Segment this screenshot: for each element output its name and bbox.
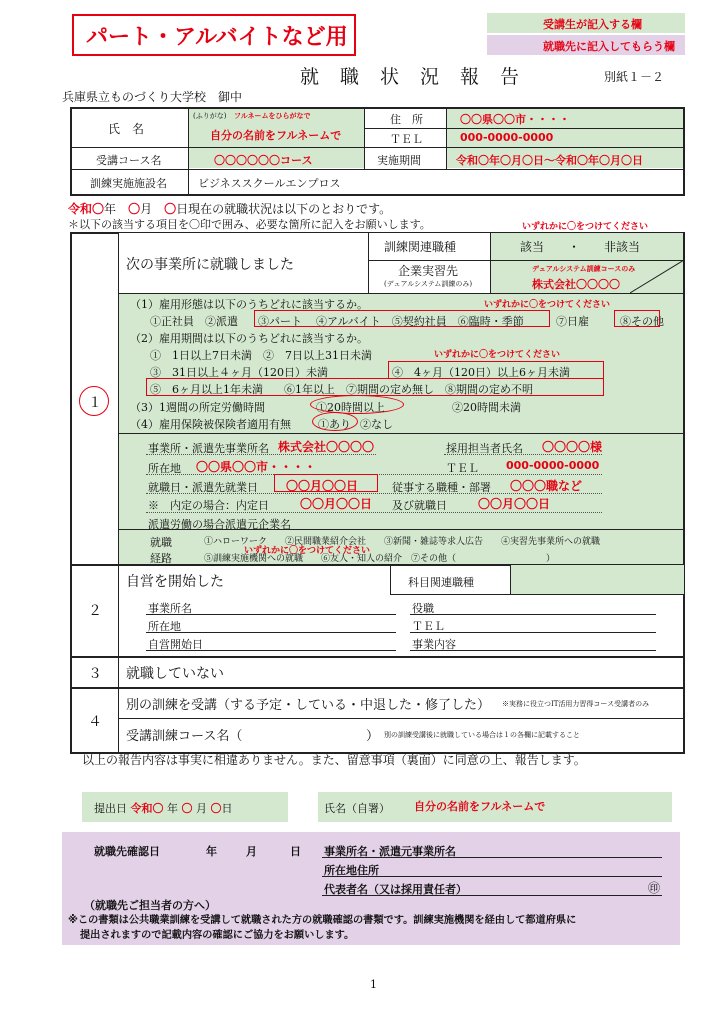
section1-title: 次の事業所に就職しました: [126, 257, 294, 273]
intern-note: デュアルシステム訓練コースのみ: [532, 265, 636, 273]
route-options-2: ⑤訓練実施機関への就職 ⑥友人・知人の紹介 ⑦その他（ ）: [204, 554, 556, 564]
section2-number: ２: [88, 603, 102, 619]
employer-rep: 代表者名（又は採用責任者）: [324, 883, 467, 896]
employer-day: 日: [290, 845, 301, 858]
info-col-rule-1: [188, 108, 189, 195]
intern-label: 企業実習先: [398, 264, 459, 278]
employer-contact: （就職先ご担当者の方へ）: [84, 899, 216, 912]
employer-year: 年: [206, 845, 217, 858]
employer-company: 事業所名・派遣元事業所名: [324, 845, 456, 858]
q2-highlight-b: [146, 378, 604, 396]
q2-row3b: ⑥1年以上 ⑦期間の定め無し ⑧期間の定め不明: [284, 383, 533, 396]
related-choose-note: いずれかに〇をつけてください: [522, 222, 649, 232]
q2-note: いずれかに〇をつけてください: [434, 350, 561, 360]
submit-era: 令和: [130, 802, 153, 815]
submit-month-mark: 〇: [181, 802, 193, 815]
name-value: 自分の名前をフルネームで: [210, 129, 342, 142]
q2-row1: ① 1日以上7日未満 ② 7日以上31日未満: [150, 349, 372, 362]
q2-label: （2）雇用期間は以下のうちどれに該当するか。: [130, 332, 368, 345]
q1-option-daily: ⑦日雇: [556, 315, 589, 328]
q3-label: （3）1週間の所定労働時間: [130, 401, 265, 414]
date-month: 月: [140, 202, 153, 216]
q1-note: いずれかに〇をつけてください: [484, 300, 611, 310]
section2-rule-5: [146, 614, 396, 615]
intern-value: 株式会社〇〇〇〇: [532, 278, 620, 291]
section2-location: 所在地: [148, 620, 181, 633]
recruiter-value: 〇〇〇〇様: [542, 440, 603, 454]
company-label: 事業所・派遣先事業所名: [148, 442, 269, 455]
period-value: 令和〇年〇月〇日～令和〇年〇月〇日: [456, 154, 643, 167]
q2-row3a: ⑤ 6ヶ月以上1年未満: [150, 383, 263, 396]
q1-options-a: ①正社員 ②派遣: [150, 315, 238, 328]
q1-option-other: ⑧その他: [620, 315, 664, 328]
page-title: 就 職 状 況 報 告: [300, 66, 521, 88]
section2-rule-7: [146, 632, 396, 633]
section1-rule-10: [146, 512, 602, 513]
employer-rule-3: [322, 895, 662, 896]
legend-employer-label: 就職先に記入してもらう欄: [543, 40, 675, 53]
address-value: 〇〇県〇〇市・・・・: [460, 113, 570, 126]
section4-course-label: 受講訓練コース名（: [126, 729, 243, 744]
section4-rule-1: [71, 687, 684, 689]
employer-title: 就職先確認日: [94, 845, 160, 858]
q4-label: （4）雇用保険被保険者適用有無: [130, 418, 291, 431]
submit-year-mark: 〇: [152, 802, 164, 815]
section1-rule-5: [119, 433, 684, 434]
period-label: 実施期間: [377, 154, 421, 167]
q1-highlight: [254, 310, 550, 327]
section2-tel: ＴＥＬ: [412, 620, 445, 633]
section2-rule-3: [510, 565, 511, 595]
section4-course-note: 別の訓練受講後に就職している場合は１の各欄に記載すること: [384, 731, 580, 739]
submit-day: 日: [221, 802, 233, 815]
section4-rule-2: [119, 718, 684, 719]
date-day-mark: 〇: [164, 202, 177, 216]
signature-label: 氏名（自署）: [324, 802, 390, 815]
q2-row2a: ③ 31日以上４ヶ月（120日）未満: [150, 366, 328, 379]
date-month-mark: 〇: [128, 202, 141, 216]
route-label-2: 経路: [150, 552, 172, 565]
job-value: 〇〇〇職など: [510, 479, 583, 493]
q1-option-part: ③パート: [258, 315, 302, 328]
furigana-label: (ふりがな): [193, 112, 227, 120]
section1-rule-3: [368, 233, 369, 293]
section4-number: ４: [88, 714, 102, 730]
start-date-box: [274, 474, 378, 492]
section1-number: １: [88, 395, 102, 411]
info-col-rule-2: [364, 108, 365, 169]
intern-slash: [630, 260, 684, 293]
company-tel-value: 000-0000-0000: [506, 459, 600, 472]
confirmation-text: [82, 752, 672, 769]
course-value: 〇〇〇〇〇〇コース: [214, 154, 313, 167]
dispatch-label: 派遣労働の場合派遣元企業名: [148, 518, 291, 531]
date-line-text: 日現在の就職状況は以下のとおりです。: [176, 202, 392, 216]
addressee: 兵庫県立ものづくり大学校 御中: [62, 90, 243, 104]
q4-option-a: ①あり: [318, 418, 351, 431]
tel-label: ＴＥＬ: [390, 133, 423, 146]
submit-label: 提出日: [94, 802, 127, 815]
related-label: 訓練関連職種: [384, 240, 457, 254]
route-label-1: 就職: [150, 536, 172, 549]
q1-label: （1）雇用形態は以下のうちどれに該当するか。: [130, 298, 368, 311]
q3-circle: [310, 395, 404, 414]
employer-month: 月: [246, 845, 257, 858]
employer-rule-1: [322, 857, 662, 858]
info-row-rule-3: [71, 169, 684, 170]
furigana-note: フルネームをひらがなで: [234, 112, 311, 120]
date-line: [68, 200, 391, 217]
q2-row2b: ④ 4ヶ月（120日）以上6ヶ月未満: [392, 366, 570, 379]
date-year: 年: [104, 202, 117, 216]
route-note: いずれかに〇をつけてください: [244, 546, 371, 556]
submit-month: 月: [196, 802, 207, 815]
section2-rule-4: [390, 594, 684, 595]
employer-notice-2: 提出されますので記載内容の確認にご協力をお願いします。: [80, 930, 355, 941]
route-options-1: ①ハローワーク ②民間職業紹介会社 ③新聞・雑誌等求人広告 ④実習先事業所への就職: [204, 537, 601, 547]
employer-rule-2: [322, 876, 662, 877]
section2-rule-8: [410, 632, 656, 633]
section1-rule-2: [119, 293, 684, 294]
section2-rule-10: [410, 650, 656, 651]
section4-title-note: ※実務に役立つIT活用力習得コース受講者のみ: [502, 700, 650, 708]
section2-related-cell: [510, 565, 684, 594]
section2-rule-6: [410, 614, 656, 615]
start-date-label: 就職日・派遣先就業日: [148, 481, 258, 494]
instruction: ＊以下の該当する項目を〇印で囲み、必要な箇所に記入をお願いします。: [68, 218, 431, 231]
form-number: 別紙１－２: [604, 70, 665, 84]
naitei-value: 〇〇月〇〇日: [300, 497, 373, 511]
section2-rule-2: [390, 565, 391, 595]
company-value: 株式会社〇〇〇〇: [278, 440, 375, 454]
tel-value: 000-0000-0000: [460, 131, 554, 144]
signature-value: 自分の名前をフルネームで: [414, 800, 546, 813]
naitei-start-label: 及び就職日: [392, 499, 447, 512]
section4-course-close: ）: [366, 729, 380, 744]
seal-mark: ㊞: [648, 881, 661, 895]
q4-circle: [312, 412, 358, 431]
q1-options-b: ④アルバイト ⑤契約社員 ⑥臨時・季節: [316, 315, 524, 328]
section4-title: 別の訓練を受講（する予定・している・中退した・修了した）: [126, 698, 491, 713]
date-era: 令和: [68, 202, 93, 216]
section1-rule-6: [146, 454, 376, 455]
section1-rule-4: [490, 233, 491, 293]
address-label: 住 所: [390, 113, 423, 126]
info-row-rule-1: [364, 128, 684, 129]
form-type-label: パート・アルバイトなど用: [86, 25, 348, 50]
section2-role: 役職: [412, 602, 434, 615]
facility-value: ビジネススクールエンプロス: [198, 177, 341, 190]
recruiter-label: 採用担当者氏名: [446, 442, 523, 455]
section2-title: 自営を開始した: [126, 574, 224, 590]
section1-rule-7: [444, 454, 602, 455]
start-date-value: 〇〇月〇〇日: [286, 479, 359, 493]
section2-business: 事業所名: [148, 602, 192, 615]
employer-address: 所在地住所: [324, 864, 379, 877]
intern-sub: (デュアルシステム訓練のみ): [384, 280, 473, 288]
section3-rule-1: [71, 656, 684, 658]
section3-title: 就職していない: [126, 666, 224, 682]
section2-related-label: 科目関連職種: [408, 576, 474, 589]
submit-date: [94, 800, 233, 816]
confirmation-text-body: 以上の報告内容は事実に相違ありません。また、留意事項（裏面）に同意の上、報告します。: [82, 753, 586, 767]
q3-option-b: ②20時間未満: [452, 401, 521, 414]
info-col-rule-3: [446, 108, 447, 169]
q2-highlight-a: [388, 361, 604, 379]
location-label: 所在地: [148, 462, 181, 475]
section2-content: 事業内容: [412, 638, 456, 651]
section1-rule-9: [146, 493, 602, 494]
info-row-rule-2: [71, 147, 684, 148]
employer-notice-1: ※この書類は公共職業訓練を受講して就職された方の就職確認の書類です。訓練実施機関を経由して都道府県に: [68, 915, 577, 926]
company-tel-label: ＴＥＬ: [446, 462, 479, 475]
naitei-label: ※ 内定の場合：内定日: [148, 499, 269, 512]
related-options: 該当 ・ 非該当: [520, 240, 641, 254]
name-label: 氏 名: [108, 122, 145, 136]
section1-rule-11: [119, 529, 684, 530]
page-number: 1: [370, 978, 377, 991]
submit-day-mark: 〇: [210, 802, 222, 815]
facility-label: 訓練実施施設名: [90, 177, 167, 190]
section2-rule-9: [146, 650, 396, 651]
naitei-start-value: 〇〇月〇〇日: [478, 497, 551, 511]
q4-option-b: ②なし: [360, 418, 393, 431]
q3-option-a: ①20時間以上: [316, 401, 385, 414]
legend-student-label: 受講生が記入する欄: [543, 18, 642, 31]
location-value: 〇〇県〇〇市・・・・: [196, 460, 317, 474]
submit-year: 年: [167, 802, 178, 815]
course-label: 受講コース名: [96, 154, 162, 167]
job-label: 従事する職種・部署: [392, 481, 491, 494]
date-year-mark: 〇: [92, 202, 105, 216]
section2-start: 自営開始日: [148, 638, 203, 651]
q1-highlight-other: [614, 310, 660, 327]
section3-number: ３: [88, 666, 102, 682]
